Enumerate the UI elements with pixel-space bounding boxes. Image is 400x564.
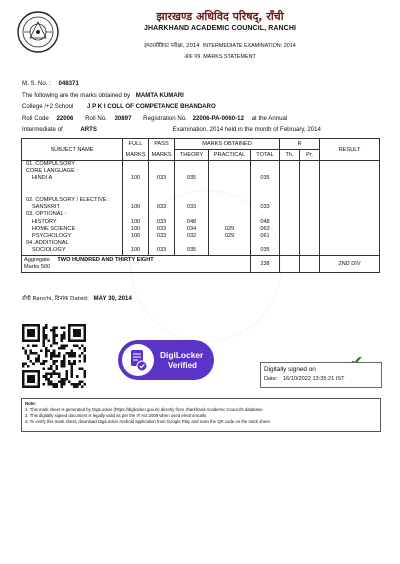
roll-no-label: Roll No. xyxy=(85,115,107,122)
cell-th xyxy=(280,204,300,211)
cell-pass: 033 xyxy=(149,175,175,182)
student-line xyxy=(22,92,184,99)
cell-result xyxy=(320,161,380,169)
header-result: RESULT xyxy=(320,139,380,161)
table-row xyxy=(22,240,380,247)
college-line xyxy=(22,103,216,110)
cell-pass: 033 xyxy=(149,233,175,240)
cell-total xyxy=(251,168,280,175)
cell-pass: 033 xyxy=(149,226,175,233)
cell-result xyxy=(320,190,380,197)
cell-th xyxy=(280,175,300,182)
college-label: College /+2 School xyxy=(22,103,74,110)
exam-held-text: Examination, 2014 held in the month of February, 2014 xyxy=(172,126,321,133)
cell-subject: 03. OPTIONAL : xyxy=(22,211,123,218)
header-full: FULL xyxy=(123,139,149,150)
header-pr: Pr. xyxy=(300,150,320,161)
cell-practical xyxy=(209,211,251,218)
cell-theory: 033 xyxy=(175,204,209,211)
cell-practical xyxy=(209,168,251,175)
header-practical: PRACTICAL xyxy=(209,150,251,161)
cell-th xyxy=(280,183,300,190)
digital-signature-box xyxy=(260,362,382,388)
header-r: R xyxy=(280,139,320,150)
cell-th xyxy=(280,240,300,247)
cell-result xyxy=(320,175,380,182)
cell-theory xyxy=(175,240,209,247)
signature-date-label: Date: xyxy=(264,376,278,382)
aggregate-row xyxy=(22,255,380,272)
table-row xyxy=(22,226,380,233)
cell-practical xyxy=(209,204,251,211)
cell-full: 100 xyxy=(123,247,149,255)
stream-value: ARTS xyxy=(80,126,97,133)
cell-subject: 01. COMPULSORY xyxy=(22,161,123,169)
table-row xyxy=(22,183,380,190)
header-theory: THEORY xyxy=(175,150,209,161)
marks-total-label: Marks 500 xyxy=(24,263,51,270)
table-row xyxy=(22,247,380,255)
cell-practical: 029 xyxy=(209,226,251,233)
header-subject: SUBJECT NAME xyxy=(22,139,123,161)
exam-title xyxy=(60,41,380,49)
table-row xyxy=(22,190,380,197)
cell-total xyxy=(251,183,280,190)
table-row xyxy=(22,197,380,204)
cell-total: 035 xyxy=(251,247,280,255)
note-3: 3. To verify this mark sheet, download DigiLocker Android application from Google Play and scan the QR code on the mark sheet. xyxy=(25,419,271,424)
cell-pr xyxy=(300,247,320,255)
cell-pr xyxy=(300,175,320,182)
cell-th xyxy=(280,197,300,204)
cell-full: 100 xyxy=(123,175,149,182)
cell-full xyxy=(123,197,149,204)
cell-subject: HISTORY xyxy=(22,219,123,226)
qr-code-icon[interactable] xyxy=(22,324,86,388)
cell-total: 035 xyxy=(251,175,280,182)
cell-practical xyxy=(209,175,251,182)
cell-total xyxy=(251,197,280,204)
intermediate-label: Intermediate of xyxy=(22,126,63,133)
statement-title xyxy=(60,52,380,60)
cell-pr xyxy=(300,190,320,197)
cell-total xyxy=(251,240,280,247)
notes-box xyxy=(21,398,381,432)
table-row xyxy=(22,204,380,211)
note-2: 2. This digitally signed document is legally valid as per the IT Act 2000 when used electronically. xyxy=(25,413,208,418)
cell-pr xyxy=(300,233,320,240)
cell-result xyxy=(320,247,380,255)
cell-practical xyxy=(209,197,251,204)
note-1: 1. This mark sheet is generated by DigiLocker (https://digilocker.gov.in) directly from Jharkhand Academic Council's database xyxy=(25,407,263,412)
cell-th xyxy=(280,226,300,233)
cell-total xyxy=(251,190,280,197)
issue-date: MAY 30, 2014 xyxy=(93,295,132,302)
cell-th xyxy=(280,247,300,255)
cell-result xyxy=(320,211,380,218)
cell-full xyxy=(123,183,149,190)
result-value: 2ND DIV xyxy=(320,255,380,272)
cell-pass xyxy=(149,161,175,169)
cell-subject: SANSKRIT xyxy=(22,204,123,211)
cell-full: 100 xyxy=(123,204,149,211)
cell-subject xyxy=(22,183,123,190)
document-check-icon xyxy=(122,344,154,376)
table-row xyxy=(22,233,380,240)
cell-result xyxy=(320,233,380,240)
cell-pass: 033 xyxy=(149,247,175,255)
cell-pr xyxy=(300,219,320,226)
cell-result xyxy=(320,219,380,226)
table-row xyxy=(22,175,380,182)
cell-result xyxy=(320,240,380,247)
cell-full xyxy=(123,211,149,218)
verified-label: Verified xyxy=(168,361,197,370)
signature-date-value: 16/10/2022 13:35:21 IST xyxy=(282,376,345,382)
aggregate-pr xyxy=(300,255,320,272)
place-label: राँची Ranchi, दिनांक Dated: xyxy=(22,296,89,302)
cell-theory: 048 xyxy=(175,219,209,226)
cell-theory: 035 xyxy=(175,175,209,182)
aggregate-th xyxy=(280,255,300,272)
cell-full xyxy=(123,168,149,175)
cell-total: 061 xyxy=(251,233,280,240)
cell-result xyxy=(320,183,380,190)
cell-theory: 034 xyxy=(175,226,209,233)
cell-theory xyxy=(175,183,209,190)
ms-no-label: M. S. No. : xyxy=(22,80,51,87)
cell-pr xyxy=(300,240,320,247)
roll-line xyxy=(22,115,287,122)
cell-th xyxy=(280,211,300,218)
cell-total: 033 xyxy=(251,204,280,211)
header-pass-marks: MARKS xyxy=(149,150,175,161)
cell-pass: 033 xyxy=(149,204,175,211)
cell-practical xyxy=(209,240,251,247)
cell-practical xyxy=(209,161,251,169)
digitally-signed-text: Digitally signed on xyxy=(264,366,316,373)
digilocker-verified-badge xyxy=(118,340,214,380)
cell-result xyxy=(320,197,380,204)
cell-pr xyxy=(300,168,320,175)
statement-title-english: MARKS STATEMENT xyxy=(203,54,256,60)
ms-no-value: 048371 xyxy=(58,80,79,87)
student-name: MAMTA KUMARI xyxy=(135,92,184,99)
exam-title-english: INTERMEDIATE EXAMINATION: 2014 xyxy=(202,43,296,49)
cell-full xyxy=(123,190,149,197)
marks-body xyxy=(22,161,380,256)
cell-full: 100 xyxy=(123,226,149,233)
cell-total: 063 xyxy=(251,226,280,233)
cell-subject: PSYCHOLOGY xyxy=(22,233,123,240)
table-row xyxy=(22,211,380,218)
ms-no-line xyxy=(22,80,79,87)
cell-theory xyxy=(175,197,209,204)
cell-subject: SOCIOLOGY xyxy=(22,247,123,255)
cell-th xyxy=(280,233,300,240)
cell-practical xyxy=(209,183,251,190)
cell-practical xyxy=(209,219,251,226)
cell-pass xyxy=(149,211,175,218)
cell-pass xyxy=(149,197,175,204)
cell-full: 100 xyxy=(123,233,149,240)
cell-subject: HOME SCIENCE xyxy=(22,226,123,233)
cell-total: 048 xyxy=(251,219,280,226)
statement-title-hindi: अंक पत्र xyxy=(184,54,201,60)
aggregate-total: 238 xyxy=(251,255,280,272)
table-row xyxy=(22,219,380,226)
cell-subject: 04. ADDITIONAL xyxy=(22,240,123,247)
exam-title-hindi: इण्टरमीडिएट परीक्षा, 2014 xyxy=(144,43,200,49)
registration-label: Registration No. xyxy=(143,115,187,122)
stream-line xyxy=(22,126,321,133)
cell-subject: CORE LANGUAGE : xyxy=(22,168,123,175)
cell-pass xyxy=(149,240,175,247)
cell-subject: HINDI A xyxy=(22,175,123,182)
cell-th xyxy=(280,161,300,169)
digilocker-label: DigiLocker xyxy=(160,350,204,360)
cell-full xyxy=(123,161,149,169)
cell-th xyxy=(280,168,300,175)
cell-result xyxy=(320,226,380,233)
table-row xyxy=(22,161,380,169)
cell-pr xyxy=(300,211,320,218)
cell-theory: 035 xyxy=(175,247,209,255)
aggregate-label: Aggregate xyxy=(24,256,50,263)
cell-pr xyxy=(300,226,320,233)
cell-theory xyxy=(175,211,209,218)
roll-no-value: 30897 xyxy=(114,115,132,122)
cell-th xyxy=(280,190,300,197)
obtained-by-label: The following are the marks obtained by xyxy=(22,92,131,99)
cell-practical: 029 xyxy=(209,233,251,240)
council-title-hindi: झारखण्ड अधिविद परिषद्, राँची xyxy=(156,10,284,23)
aggregate-words: TWO HUNDRED AND THIRTY EIGHT xyxy=(57,256,154,263)
table-row xyxy=(22,168,380,175)
cell-total xyxy=(251,211,280,218)
cell-th xyxy=(280,219,300,226)
header-full-marks: MARKS xyxy=(123,150,149,161)
cell-full: 100 xyxy=(123,219,149,226)
roll-code-value: 22006 xyxy=(56,115,74,122)
cell-subject: 02. COMPULSORY / ELECTIVE : xyxy=(22,197,123,204)
header-total: TOTAL xyxy=(251,150,280,161)
cell-pr xyxy=(300,197,320,204)
header-marks-obtained: MARKS OBTAINED xyxy=(175,139,280,150)
college-name: J P K I COLL OF COMPETANCE BHANDARO xyxy=(87,103,216,110)
annual-label: at the Annual xyxy=(251,115,288,122)
cell-full xyxy=(123,240,149,247)
cell-pr xyxy=(300,204,320,211)
note-title: Note: xyxy=(25,401,36,406)
cell-theory xyxy=(175,168,209,175)
cell-pr xyxy=(300,183,320,190)
cell-theory: 032 xyxy=(175,233,209,240)
marks-table xyxy=(21,138,380,273)
cell-subject xyxy=(22,190,123,197)
place-date-line xyxy=(22,294,132,302)
cell-pass xyxy=(149,190,175,197)
cell-theory xyxy=(175,190,209,197)
cell-practical xyxy=(209,190,251,197)
signature-date-line xyxy=(264,376,345,382)
cell-result xyxy=(320,204,380,211)
cell-pr xyxy=(300,161,320,169)
council-title-english: JHARKHAND ACADEMIC COUNCIL, RANCHI xyxy=(143,25,297,32)
header-th: Th. xyxy=(280,150,300,161)
council-seal-icon xyxy=(16,10,60,54)
roll-code-label: Roll Code xyxy=(22,115,49,122)
header-pass: PASS xyxy=(149,139,175,150)
cell-practical xyxy=(209,247,251,255)
cell-pass xyxy=(149,168,175,175)
cell-theory xyxy=(175,161,209,169)
registration-value: 22006-PA-0060-12 xyxy=(192,115,244,122)
cell-result xyxy=(320,168,380,175)
cell-total xyxy=(251,161,280,169)
cell-pass: 033 xyxy=(149,219,175,226)
aggregate-cell xyxy=(22,255,251,272)
cell-pass xyxy=(149,183,175,190)
